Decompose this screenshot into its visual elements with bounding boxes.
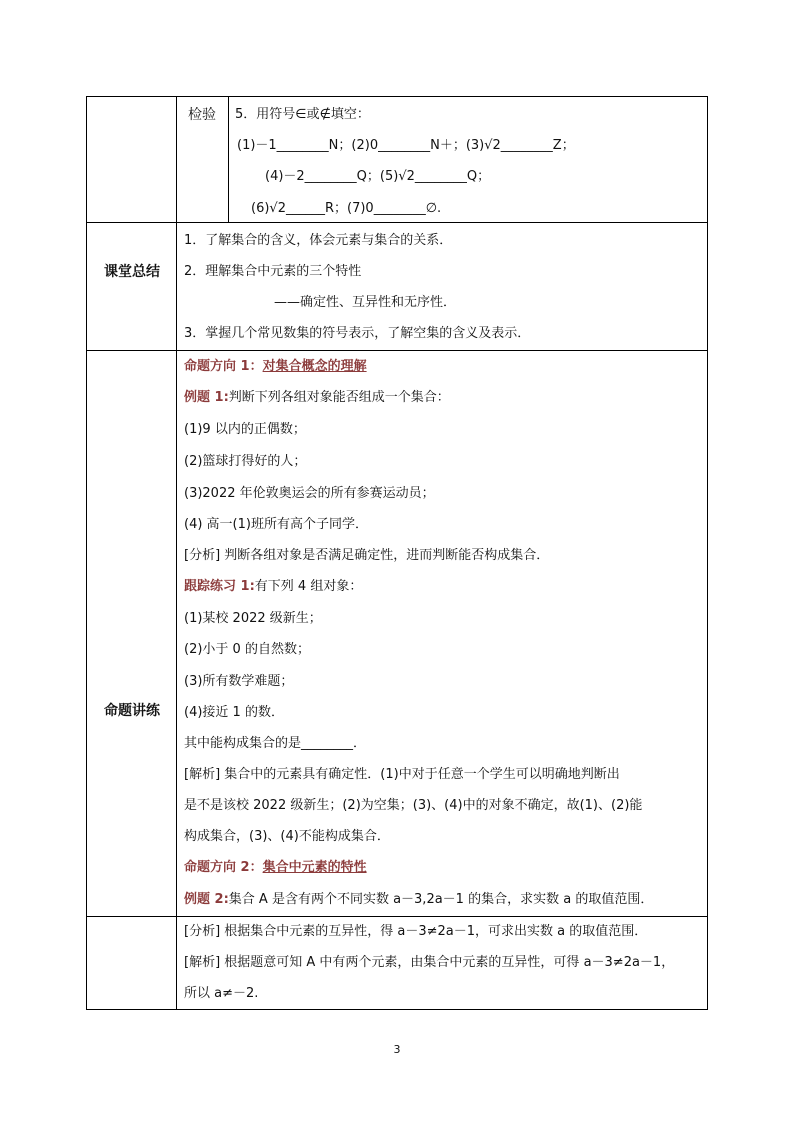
example-1-heading [184, 390, 450, 406]
example-1-label: 例题 1: [184, 390, 229, 405]
summary-line: 2．理解集合中元素的三个特性 [184, 264, 362, 279]
direction-1-text: 对集合概念的理解 [262, 359, 367, 374]
example-2-label: 例题 2: [184, 892, 229, 907]
tracking-1-solution: 是不是该校 2022 级新生；(2)为空集；(3)、(4)中的对象不确定，故(1)、(2)能 [184, 798, 643, 813]
tracking-1-item: (1)某校 2022 级新生； [184, 611, 322, 626]
summary-line: 3．掌握几个常见数集的符号表示，了解空集的含义及表示． [184, 326, 531, 341]
lesson-table [86, 96, 708, 1010]
row-divider [87, 222, 707, 223]
example-2-solution: [解析] 根据题意可知 A 中有两个元素，由集合中元素的互异性，可得 a－3≠2a－1， [184, 955, 675, 970]
summary-line: 1．了解集合的含义，体会元素与集合的关系． [184, 233, 453, 248]
example-2-heading [184, 892, 653, 908]
example-2-text: 集合 A 是含有两个不同实数 a－3,2a－1 的集合，求实数 a 的取值范围． [228, 892, 654, 907]
direction-1-heading [184, 359, 367, 375]
tracking-1-text: 有下列 4 组对象： [254, 579, 363, 594]
page-number: 3 [393, 1043, 401, 1056]
check-line: (4)－2________Q；(5)√2________Q； [265, 169, 491, 184]
summary-line: ——确定性、互异性和无序性． [274, 295, 457, 310]
row-divider [87, 916, 707, 917]
example-2-analysis: [分析] 根据集合中元素的互异性，得 a－3≠2a－1，可求出实数 a 的取值范围． [184, 924, 648, 939]
example-1-item: (3)2022 年伦敦奥运会的所有参赛运动员； [184, 486, 435, 501]
example-1-analysis: [分析] 判断各组对象是否满足确定性，进而判断能否构成集合． [184, 548, 550, 563]
example-1-item: (4) 高一(1)班所有高个子同学． [184, 517, 368, 532]
direction-2-text: 集合中元素的特性 [262, 860, 367, 875]
example-1-text: 判断下列各组对象能否组成一个集合： [228, 390, 450, 405]
tracking-1-solution: 构成集合，(3)、(4)不能构成集合． [184, 829, 390, 844]
example-1-item: (2)篮球打得好的人； [184, 454, 307, 469]
tracking-1-question: 其中能构成集合的是________． [184, 736, 367, 751]
check-tag: 检验 [188, 107, 216, 123]
check-instruction: 5．用符号∈或∉填空： [235, 107, 370, 122]
sub-column-divider [228, 97, 229, 222]
tracking-1-label: 跟踪练习 1: [184, 579, 255, 594]
example-2-solution: 所以 a≠－2. [184, 986, 259, 1001]
example-1-item: (1)9 以内的正偶数； [184, 422, 306, 437]
practice-label: 命题讲练 [104, 703, 160, 719]
summary-label: 课堂总结 [104, 264, 160, 280]
direction-1-label: 命题方向 1： [184, 359, 263, 374]
row-divider [87, 350, 707, 351]
tracking-1-item: (4)接近 1 的数． [184, 705, 284, 720]
column-divider [176, 97, 177, 1009]
tracking-1-solution: [解析] 集合中的元素具有确定性．(1)中对于任意一个学生可以明确地判断出 [184, 767, 620, 782]
tracking-1-item: (3)所有数学难题； [184, 674, 294, 689]
direction-2-heading [184, 860, 367, 876]
check-line: (6)√2______R；(7)0________∅. [251, 201, 442, 216]
tracking-1-item: (2)小于 0 的自然数； [184, 642, 310, 657]
direction-2-label: 命题方向 2： [184, 860, 263, 875]
check-line: (1)－1________N；(2)0________N＋；(3)√2________Z； [237, 138, 575, 153]
tracking-1-heading [184, 579, 362, 595]
